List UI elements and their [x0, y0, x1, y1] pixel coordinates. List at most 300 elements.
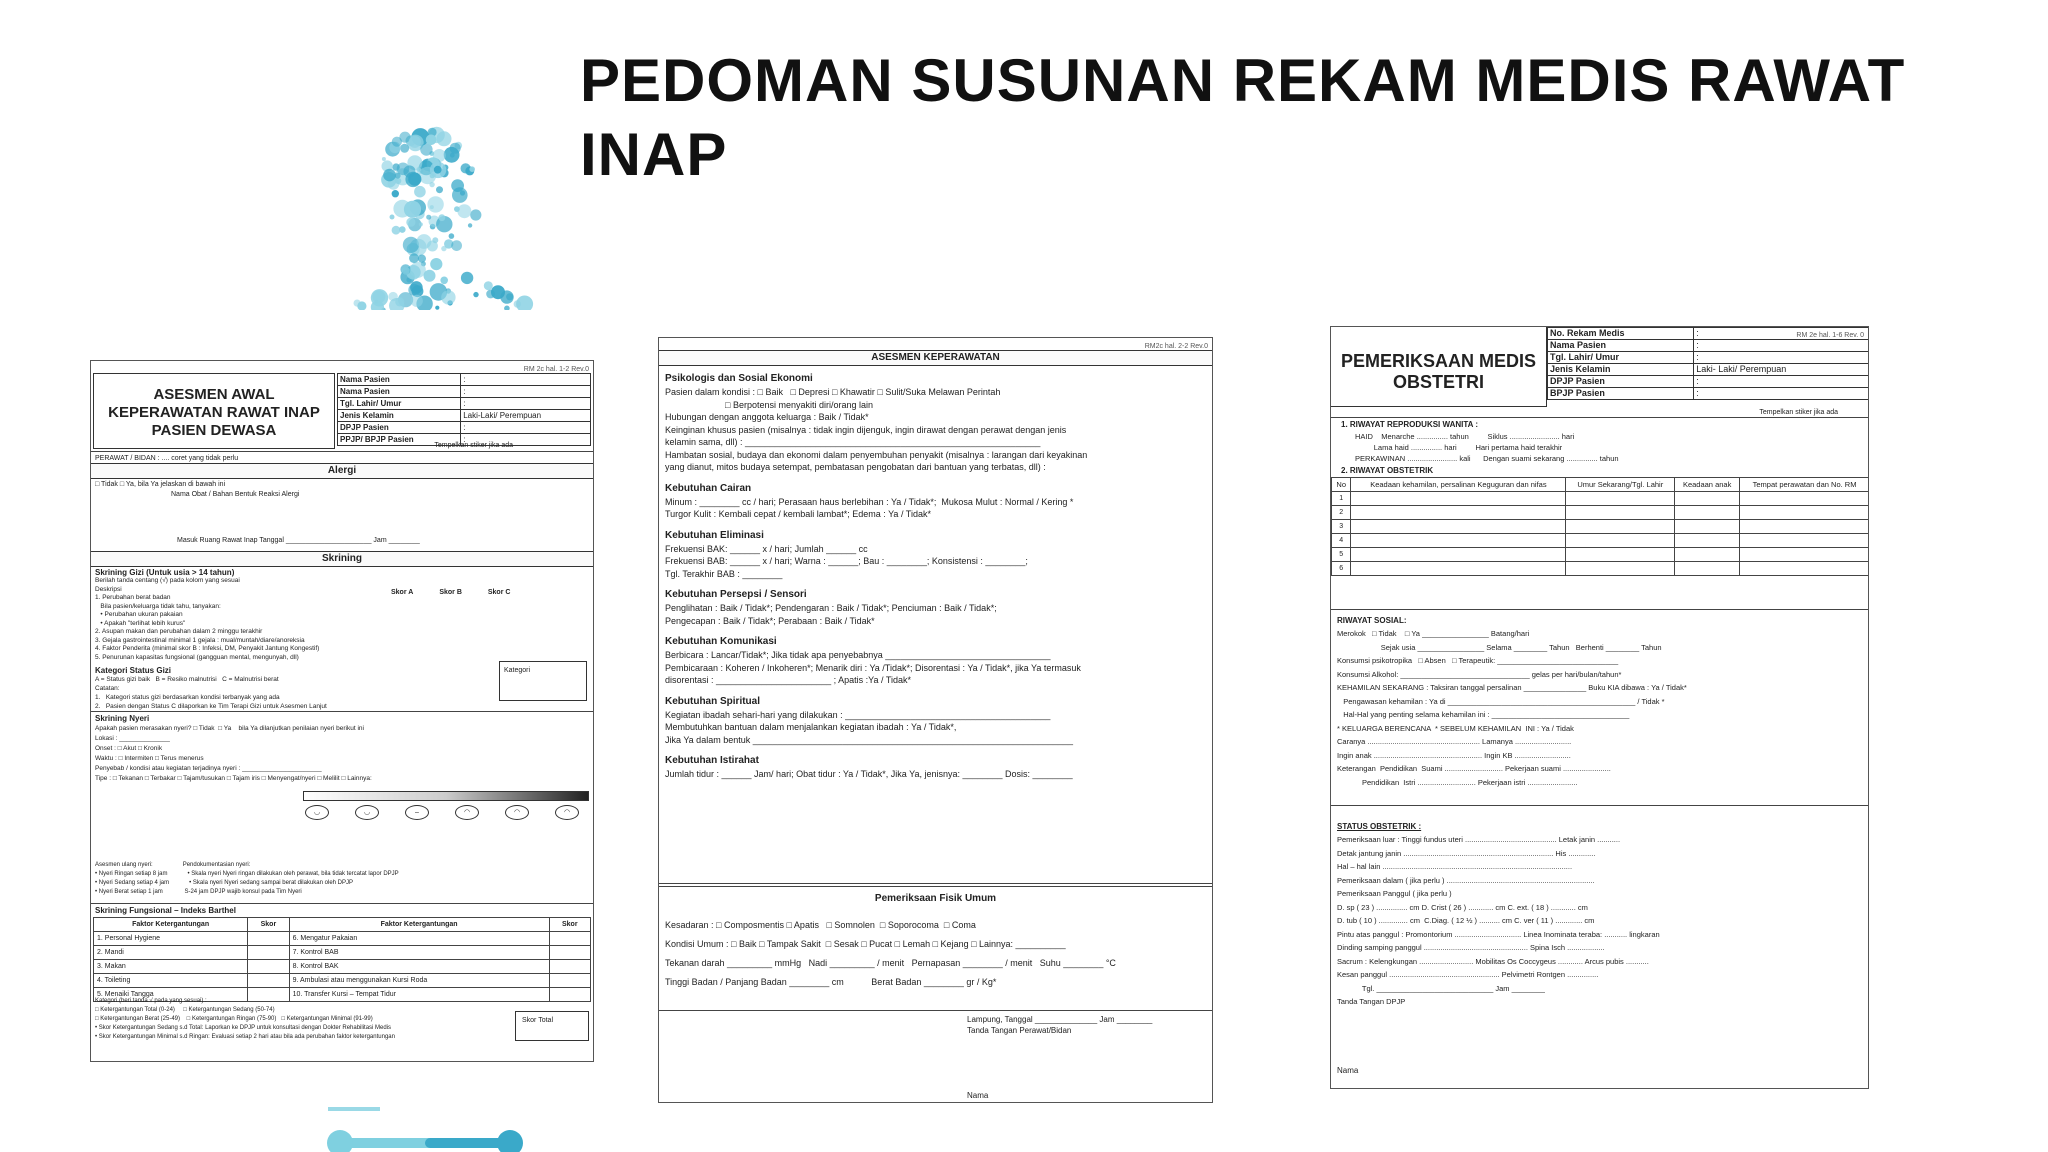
- logo-dot: [371, 289, 388, 306]
- logo-dot: [392, 190, 399, 197]
- section-line: Pengecapan : Baik / Tidak*; Perabaan : Baik / Tidak*: [665, 615, 875, 626]
- logo-dot: [404, 201, 421, 218]
- id-key: DPJP Pasien: [1548, 376, 1694, 388]
- id-row: [1548, 376, 1869, 388]
- gizi-line: Deskripsi: [95, 585, 122, 593]
- table-cell: [549, 932, 590, 946]
- assessment-section: [665, 635, 1206, 687]
- id-row: [1548, 364, 1869, 376]
- table-cell: [1675, 562, 1740, 576]
- reproduksi-line: Lama haid ............... hari Hari pertama haid terakhir: [1355, 443, 1563, 452]
- section-line: Frekuensi BAK: ______ x / hari; Jumlah ______ cc: [665, 543, 868, 554]
- id-key: DPJP Pasien: [338, 422, 461, 434]
- logo-dot: [382, 157, 386, 161]
- id-key: Nama Pasien: [1548, 340, 1694, 352]
- gizi-lines: [95, 577, 319, 662]
- logo-dot: [433, 149, 446, 162]
- section-line: Membutuhkan bantuan dalam menjalankan kegiatan ibadah : Ya / Tidak*,: [665, 722, 957, 732]
- nyeri-heading: Skrining Nyeri: [95, 714, 150, 723]
- table-cell: 4. Toileting: [94, 974, 248, 988]
- table-cell: [549, 974, 590, 988]
- face-icon: ◡: [355, 805, 379, 820]
- id-key: PPJP/ BPJP Pasien: [338, 434, 461, 446]
- id-value: Laki- Laki/ Perempuan: [1694, 364, 1869, 376]
- nyeri-line: Apakah pasien merasakan nyeri? □ Tidak □ Ya bila Ya dilanjutkan penilaian nyeri berikut ini: [95, 725, 364, 732]
- logo-dot: [441, 246, 446, 251]
- section-line: Jumlah tidur : ______ Jam/ hari; Obat tidur : Ya / Tidak*, Jika Ya, jenisnya: ________ Dosis: ________: [665, 769, 1073, 779]
- section-line: Kegiatan ibadah sehari-hari yang dilakukan : _________________________________________: [665, 709, 1051, 720]
- face-icon: ◠: [555, 805, 579, 820]
- table-cell: [1740, 506, 1869, 520]
- section-line: kelamin sama, dll) : ___________________________________________________________: [665, 437, 1041, 447]
- sosial-lines: [1337, 627, 1687, 789]
- id-key: No. Rekam Medis: [1548, 328, 1694, 340]
- nyeri-lines: [95, 724, 372, 784]
- obstetri-header: Tempat perawatan dan No. RM: [1740, 478, 1869, 492]
- id-row: [1548, 352, 1869, 364]
- status-obstetrik-line: D. tub ( 10 ) .............. cm C.Diag. ( 12 ½ ) .......... cm C. ver ( 11 ) ............. cm: [1337, 916, 1595, 925]
- gizi-line: Berilah tanda centang (√) pada kolom yang sesuai: [95, 577, 240, 584]
- pain-faces: [305, 805, 579, 820]
- status-obstetrik-line: Pemeriksaan Panggul ( jika perlu ): [1337, 889, 1452, 898]
- form-ref: RM2c hal. 2-2 Rev.0: [1144, 343, 1208, 350]
- table-cell: [1351, 562, 1566, 576]
- logo-dot: [397, 163, 410, 176]
- gizi-line: • Perubahan ukuran pakaian: [95, 611, 183, 618]
- section-line: Minum : ________ cc / hari; Perasaan haus berlebihan : Ya / Tidak*; Mukosa Mulut : Normal / Kering *: [665, 496, 1074, 507]
- nyeri-line: Onset : □ Akut □ Kronik: [95, 745, 163, 752]
- section-heading: Kebutuhan Eliminasi: [665, 529, 764, 541]
- row-number: 3: [1332, 520, 1351, 534]
- gizi-score-headers: [391, 587, 510, 598]
- reproduksi-lines: [1355, 431, 1619, 464]
- id-key: BPJP Pasien: [1548, 388, 1694, 400]
- face-icon: –: [405, 805, 429, 820]
- gizi-line: 3. Gejala gastrointestinal minimal 1 gejala : mual/muntah/diare/anoreksia: [95, 636, 305, 644]
- logo-dot: [435, 306, 439, 310]
- table-cell: 5. Menaiki Tangga: [94, 988, 248, 1002]
- sosial-line: * KELUARGA BERENCANA * SEBELUM KEHAMILAN INI : Ya / Tidak: [1337, 723, 1574, 733]
- table-cell: [549, 960, 590, 974]
- reproduksi-line: PERKAWINAN ........................ kali Dengan suami sekarang ............... tahun: [1355, 454, 1619, 463]
- logo-dot: [392, 137, 402, 147]
- table-cell: [248, 932, 289, 946]
- status-gizi-heading: Kategori Status Gizi: [95, 666, 172, 675]
- sosial-heading: RIWAYAT SOSIAL:: [1337, 616, 1407, 625]
- table-row: [1332, 562, 1870, 576]
- logo-dot: [484, 281, 493, 290]
- gizi-heading: Skrining Gizi (Untuk usia > 14 tahun): [95, 568, 235, 577]
- section-line: Penglihatan : Baik / Tidak*; Pendengaran : Baik / Tidak*; Penciuman : Baik / Tidak*;: [665, 603, 997, 613]
- status-obstetrik-line: Tanda Tangan DPJP: [1337, 997, 1406, 1006]
- section-line: Turgor Kulit : Kembali cepat / kembali lambat*; Edema : Ya / Tidak*: [665, 509, 931, 519]
- table-cell: [549, 946, 590, 960]
- form-title-box: [1331, 327, 1547, 407]
- table-row: [94, 946, 591, 960]
- fisik-line: Tinggi Badan / Panjang Badan ________ cm Berat Badan ________ gr / Kg*: [665, 977, 997, 987]
- section-line: disorentasi : _______________________ ; Apatis :Ya / Tidak*: [665, 675, 912, 685]
- logo-dot: [390, 215, 395, 220]
- sticker-note: Tempelkan stiker jika ada: [1759, 409, 1838, 416]
- patient-id-table: [1547, 327, 1869, 400]
- status-obstetrik-line: D. sp ( 23 ) ............... cm D. Crist ( 26 ) ............ cm C. ext. ( 18 ) ............ cm: [1337, 902, 1588, 912]
- table-cell: 6. Mengatur Pakaian: [289, 932, 549, 946]
- table-cell: 2. Mandi: [94, 946, 248, 960]
- nyeri-line: Penyebab / kondisi atau kegiatan terjadinya nyeri : ______________________: [95, 765, 322, 772]
- obstetri-header: Umur Sekarang/Tgl. Lahir: [1566, 478, 1675, 492]
- section-heading: Kebutuhan Cairan: [665, 482, 752, 494]
- id-value: :: [461, 398, 591, 410]
- table-row: [1332, 492, 1870, 506]
- fisik-line: Kesadaran : □ Composmentis □ Apatis □ Somnolen □ Soporocoma □ Coma: [665, 920, 976, 930]
- bottom-decoration: [320, 1105, 530, 1152]
- logo-dot: [461, 272, 473, 284]
- table-cell: 3. Makan: [94, 960, 248, 974]
- logo-dot: [426, 135, 437, 146]
- table-cell: [1566, 562, 1675, 576]
- id-key: Nama Pasien: [338, 386, 461, 398]
- table-cell: [1351, 520, 1566, 534]
- fisik-lines: [665, 916, 1116, 992]
- section-heading: Kebutuhan Komunikasi: [665, 636, 777, 647]
- sosial-line: Pendidikan Istri ............................ Pekerjaan istri ........................: [1337, 777, 1578, 787]
- table-cell: [1566, 548, 1675, 562]
- logo-dot: [470, 209, 481, 220]
- table-row: [94, 932, 591, 946]
- assessment-section: [665, 529, 1206, 581]
- id-key: Tgl. Lahir/ Umur: [338, 398, 461, 410]
- signature-line: Tanda Tangan Perawat/Bidan: [967, 1026, 1072, 1035]
- logo-dot: [403, 237, 419, 253]
- section-heading: Psikologis dan Sosial Ekonomi: [665, 373, 813, 384]
- perawat-note: PERAWAT / BIDAN : .... coret yang tidak perlu: [95, 455, 239, 462]
- table-cell: [1675, 548, 1740, 562]
- kategori-line: • Skor Ketergantungan Minimal s.d Ringan: Evaluasi setiap 2 hari atau bila ada perubahan faktor ketergantungan: [95, 1034, 395, 1040]
- id-row: [338, 386, 591, 398]
- logo-dot: [436, 186, 443, 193]
- logo-dot: [437, 131, 452, 146]
- table-row: [1332, 520, 1870, 534]
- table-cell: [1740, 492, 1869, 506]
- logo-dot: [451, 240, 462, 251]
- table-cell: [1740, 534, 1869, 548]
- status-gizi-line: A = Status gizi baik B = Resiko malnutrisi C = Malnutrisi berat: [95, 676, 279, 683]
- gizi-line: 2. Asupan makan dan perubahan dalam 2 minggu terakhir: [95, 628, 263, 635]
- kategori-line: □ Ketergantungan Berat (25-49) □ Ketergantungan Ringan (75-90) □ Ketergantungan Minimal (91-99): [95, 1016, 373, 1022]
- id-value: :: [461, 386, 591, 398]
- status-obstetrik-line: Pemeriksaan dalam ( jika perlu ) .......................................................................: [1337, 875, 1595, 885]
- logo-dot: [414, 186, 426, 198]
- table-cell: [1675, 492, 1740, 506]
- table-cell: 7. Kontrol BAB: [289, 946, 549, 960]
- id-value: :: [1694, 340, 1869, 352]
- skor-total-box: [515, 1011, 589, 1041]
- gizi-line: 4. Faktor Penderita (minimal skor B : Infeksi, DM, Penyakit Jantung Kongestif): [95, 645, 320, 652]
- status-obstetrik-line: Tgl. ____________________________ Jam ________: [1337, 983, 1545, 993]
- row-number: 2: [1332, 506, 1351, 520]
- assessment-sections: [665, 372, 1206, 789]
- logo-dot: [408, 173, 421, 186]
- assessment-section: [665, 372, 1206, 474]
- table-cell: [1740, 548, 1869, 562]
- form-ref: RM 2c hal. 1-2 Rev.0: [523, 366, 589, 373]
- table-cell: [1566, 492, 1675, 506]
- asesmen-line: • Nyeri Sedang setiap 4 jam • Skala nyeri Nyeri sedang sampai berat dilakukan oleh DPJP: [95, 880, 353, 886]
- asesmen-line: • Nyeri Berat setiap 1 jam S-24 jam DPJP wajib konsul pada Tim Nyeri: [95, 889, 302, 895]
- status-obstetrik-line: Pintu atas panggul : Promontorium ................................ Linea Inominata teraba: ........... lingkaran: [1337, 929, 1660, 939]
- id-row: [1548, 388, 1869, 400]
- kategori-line: □ Ketergantungan Total (0-24) □ Ketergantungan Sedang (50-74): [95, 1007, 275, 1013]
- table-cell: 8. Kontrol BAK: [289, 960, 549, 974]
- form-title: PEMERIKSAAN MEDIS OBSTETRI: [1340, 351, 1537, 392]
- logo-dot: [451, 179, 464, 192]
- assessment-section: [665, 482, 1206, 521]
- logo-dot: [468, 223, 472, 227]
- logo-dot: [420, 143, 432, 155]
- id-row: [1548, 340, 1869, 352]
- nama-label: Nama: [1337, 1066, 1359, 1075]
- assessment-section: [665, 754, 1206, 781]
- form-asesmen-awal-keperawatan: [90, 360, 594, 1062]
- score-header: Skor A: [391, 589, 414, 596]
- logo-dot: [500, 290, 513, 303]
- sosial-line: Pengawasan kehamilan : Ya di _____________________________________________ / Tidak *: [1337, 696, 1665, 706]
- nyeri-line: Tipe : □ Tekanan □ Terbakar □ Tajam/tusukan □ Tajam iris □ Menyengat/nyeri □ Melilit □ Lainnya:: [95, 775, 372, 782]
- logo-dot: [473, 292, 478, 297]
- table-cell: [1675, 534, 1740, 548]
- assessment-section: [665, 588, 1206, 627]
- skrining-heading: Skrining: [91, 551, 593, 567]
- table-row: [94, 960, 591, 974]
- form-title: ASESMEN KEPERAWATAN: [659, 350, 1212, 366]
- asesmen-line: • Nyeri Ringan setiap 8 jam • Skala nyeri Nyeri ringan dilakukan oleh perawat, bila tidak tercatat lapor DPJP: [95, 871, 399, 877]
- id-row: [338, 422, 591, 434]
- id-row: [338, 410, 591, 422]
- status-obstetrik-line: Hal – hal lain ...........................................................................................: [1337, 862, 1573, 871]
- logo-dot: [400, 144, 409, 153]
- table-cell: [1351, 492, 1566, 506]
- kategori-box: [499, 661, 587, 701]
- barthel-header: Skor: [248, 918, 289, 932]
- section-line: Tgl. Terakhir BAB : ________: [665, 568, 783, 579]
- form-ref: RM 2e hal. 1-6 Rev. 0: [1796, 332, 1864, 339]
- reproduksi-line: HAID Menarche ............... tahun Siklus ........................ hari: [1355, 432, 1575, 441]
- id-value: :: [461, 434, 591, 446]
- section-heading: Kebutuhan Spiritual: [665, 695, 760, 707]
- logo-dot: [514, 300, 521, 307]
- sosial-line: Merokok □ Tidak □ Ya ________________ Batang/hari: [1337, 629, 1530, 638]
- status-obstetrik-line: Sacrum : Kelengkungan .......................... Mobilitas Os Coccygeus ............ Arcus pubis ...........: [1337, 956, 1649, 966]
- section-line: Frekuensi BAB: ______ x / hari; Warna : ______; Bau : ________; Konsistensi : ________;: [665, 556, 1028, 566]
- obstetri-heading: 2. RIWAYAT OBSTETRIK: [1341, 466, 1434, 475]
- id-value: :: [1694, 388, 1869, 400]
- gizi-line: 5. Penurunan kapasitas fungsional (gangguan mental, mengunyah, dll): [95, 653, 299, 661]
- logo-dot: [419, 222, 423, 226]
- id-key: Tgl. Lahir/ Umur: [1548, 352, 1694, 364]
- id-value: Laki-Laki/ Perempuan: [461, 410, 591, 422]
- patient-id-table: [337, 373, 591, 446]
- sosial-line: Caranya ...................................................... Lamanya ...........................: [1337, 737, 1572, 746]
- logo-dot: [450, 143, 461, 154]
- logo-dot: [440, 277, 448, 285]
- logo-dot: [430, 258, 442, 270]
- table-cell: [1675, 506, 1740, 520]
- logo-dot: [430, 205, 434, 209]
- form-pemeriksaan-medis-obstetri: [1330, 326, 1869, 1089]
- nyeri-line: Waktu : □ Intermiten □ Terus menerus: [95, 755, 204, 762]
- form-title: ASESMEN AWAL KEPERAWATAN RAWAT INAP PASIEN DEWASA: [108, 386, 320, 439]
- id-key: Jenis Kelamin: [1548, 364, 1694, 376]
- fungsional-heading: Skrining Fungsional – Indeks Barthel: [95, 906, 236, 915]
- id-key: Jenis Kelamin: [338, 410, 461, 422]
- fisik-line: Tekanan darah _________ mmHg Nadi _________ / menit Pernapasan ________ / menit Suhu ________ °C: [665, 958, 1116, 968]
- skor-total-label: Skor Total: [522, 1017, 553, 1024]
- nama-label: Nama: [967, 1091, 989, 1100]
- table-cell: 9. Ambulasi atau menggunakan Kursi Roda: [289, 974, 549, 988]
- logo-dot: [410, 262, 426, 278]
- table-cell: [1566, 506, 1675, 520]
- logo-dot: [430, 173, 435, 178]
- status-obstetrik-line: Kesan panggul ..................................................... Pelvimetri Rontgen ...............: [1337, 970, 1599, 979]
- logo-dot: [406, 218, 415, 227]
- obstetri-table: [1331, 477, 1869, 576]
- section-heading: Kebutuhan Istirahat: [665, 755, 759, 766]
- sosial-line: Konsumsi Alkohol: _______________________________ gelas per hari/bulan/tahun*: [1337, 669, 1622, 679]
- sosial-line: KEHAMILAN SEKARANG : Taksiran tanggal persalinan _______________ Buku KIA dibawa : Ya / Tidak*: [1337, 683, 1687, 692]
- logo-dot: [457, 204, 471, 218]
- logo-dot: [461, 163, 471, 173]
- logo-dot: [411, 295, 423, 307]
- table-row: [1332, 506, 1870, 520]
- table-row: [94, 974, 591, 988]
- score-header: Skor B: [439, 589, 462, 596]
- section-line: Hambatan sosial, budaya dan ekonomi dalam penyembuhan penyakit (misalnya : larangan dari keyakinan: [665, 449, 1088, 460]
- id-row: [1548, 328, 1869, 340]
- dotted-head-logo: [310, 120, 560, 310]
- table-cell: [1351, 506, 1566, 520]
- alergi-heading: Alergi: [91, 463, 593, 479]
- section-heading: Kebutuhan Persepsi / Sensori: [665, 589, 807, 600]
- logo-dot: [439, 214, 446, 221]
- row-number: 4: [1332, 534, 1351, 548]
- reproduksi-heading: 1. RIWAYAT REPRODUKSI WANITA :: [1341, 420, 1479, 429]
- logo-dot: [486, 290, 495, 299]
- status-gizi-lines: [95, 675, 327, 711]
- slide-title: PEDOMAN SUSUNAN REKAM MEDIS RAWAT INAP: [580, 47, 1906, 188]
- kategori-line: • Skor Ketergantungan Sedang s.d Total: Laporkan ke DPJP untuk konsultasi dengan Dokter Rehabilitasi Medis: [95, 1025, 392, 1031]
- logo-dot: [388, 292, 397, 301]
- logo-dot: [427, 241, 438, 252]
- row-number: 6: [1332, 562, 1351, 576]
- barthel-table: [93, 917, 591, 1002]
- section-line: Jika Ya dalam bentuk ________________________________________________________________: [665, 734, 1074, 745]
- row-number: 1: [1332, 492, 1351, 506]
- id-row: [338, 398, 591, 410]
- asesmen-line: Asesmen ulang nyeri: Pendokumentasian nyeri:: [95, 862, 251, 868]
- face-icon: ◡: [305, 805, 329, 820]
- barthel-header: Faktor Ketergantungan: [94, 918, 248, 932]
- logo-dot: [449, 233, 455, 239]
- logo-dot: [399, 226, 406, 233]
- table-cell: [248, 960, 289, 974]
- barthel-header: Skor: [549, 918, 590, 932]
- obstetri-header: Keadaan kehamilan, persalinan Keguguran dan nifas: [1351, 478, 1566, 492]
- signature-line: Lampung, Tanggal ______________ Jam ________: [967, 1015, 1153, 1024]
- status-obstetrik-line: Dinding samping panggul .................................................. Spina Isch ..................: [1337, 943, 1605, 952]
- fisik-heading: Pemeriksaan Fisik Umum: [874, 893, 997, 904]
- id-value: :: [1694, 376, 1869, 388]
- section-line: Hubungan dengan anggota keluarga : Baik / Tidak*: [665, 412, 869, 422]
- logo-dot: [441, 290, 455, 304]
- status-gizi-line: 2. Pasien dengan Status C dilaporkan ke Tim Terapi Gizi untuk Asesmen Lanjut: [95, 703, 327, 710]
- sticker-note: Tempelkan stiker jika ada: [434, 442, 513, 449]
- table-cell: [248, 974, 289, 988]
- logo-dot: [504, 306, 510, 311]
- logo-dot: [402, 267, 410, 275]
- table-row: [1332, 548, 1870, 562]
- face-icon: ◠: [455, 805, 479, 820]
- logo-dot: [410, 281, 423, 294]
- id-value: :: [1694, 352, 1869, 364]
- logo-dot: [409, 136, 421, 148]
- sosial-line: Konsumsi psikotropika □ Absen □ Terapeutik: _____________________________: [1337, 656, 1619, 665]
- id-key: Nama Pasien: [338, 374, 461, 386]
- sosial-line: Sejak usia ________________ Selama ________ Tahun Berhenti ________ Tahun: [1337, 642, 1662, 652]
- status-gizi-line: Catatan:: [95, 685, 120, 692]
- assessment-section: [665, 695, 1206, 747]
- section-line: Pasien dalam kondisi : □ Baik □ Depresi □ Khawatir □ Sulit/Suka Melawan Perintah: [665, 387, 1001, 397]
- nyeri-line: Lokasi : ______________: [95, 735, 170, 742]
- sosial-line: Ingin anak .................................................... Ingin KB ...........................: [1337, 750, 1571, 760]
- pain-scale-bar: [303, 791, 589, 801]
- table-cell: [1351, 534, 1566, 548]
- gizi-line: Bila pasien/keluarga tidak tahu, tanyakan:: [95, 602, 221, 610]
- id-value: :: [461, 374, 591, 386]
- face-icon: ◠: [505, 805, 529, 820]
- id-value: :: [461, 422, 591, 434]
- obstetri-header: Keadaan anak: [1675, 478, 1740, 492]
- table-cell: [1675, 520, 1740, 534]
- sosial-line: Hal-Hal yang penting selama kehamilan ini : _________________________________: [1337, 710, 1630, 719]
- table-cell: [1740, 520, 1869, 534]
- id-value: :: [1694, 328, 1869, 340]
- logo-dot: [383, 169, 396, 182]
- form-title-box: [93, 373, 335, 449]
- table-cell: [1740, 562, 1869, 576]
- kategori-lines: [95, 997, 395, 1042]
- logo-dot: [426, 215, 431, 220]
- table-cell: 10. Transfer Kursi – Tempat Tidur: [289, 988, 549, 1002]
- table-cell: [1566, 520, 1675, 534]
- section-line: Pembicaraan : Koheren / Inkoheren*; Menarik diri : Ya /Tidak*; Disorentasi : Ya / Tidak*, jika Ya termasuk: [665, 662, 1081, 673]
- sosial-line: Keterangan Pendidikan Suami ............................ Pekerjaan suami .......................: [1337, 764, 1611, 773]
- table-cell: [1566, 534, 1675, 548]
- section-line: yang dianut, mitos budaya setempat, pembatasan pengobatan dari bantuan yang terbatas, dll) :: [665, 462, 1046, 472]
- id-row: [338, 374, 591, 386]
- section-line: Keinginan khusus pasien (misalnya : tidak ingin dijenguk, ingin dirawat dengan perawat dengan jenis: [665, 424, 1067, 435]
- form-asesmen-keperawatan: [658, 337, 1213, 1103]
- kategori-line: Kategori (beri tanda √ pada yang sesuai) :: [95, 998, 207, 1004]
- status-obstetrik-heading: STATUS OBSTETRIK :: [1337, 822, 1422, 831]
- gizi-line: 1. Perubahan berat badan: [95, 594, 171, 601]
- masuk-line: Masuk Ruang Rawat Inap Tanggal ______________________ Jam ________: [177, 537, 420, 544]
- table-row: [1332, 534, 1870, 548]
- section-line: Berbicara : Lancar/Tidak*; Jika tidak apa penyebabnya _________________________________: [665, 650, 1051, 660]
- status-obstetrik-lines: [1337, 833, 1660, 1009]
- signature-lines: [967, 1014, 1152, 1036]
- status-gizi-line: 1. Kategori status gizi berdasarkan kondisi terbanyak yang ada: [95, 694, 280, 701]
- table-cell: [248, 946, 289, 960]
